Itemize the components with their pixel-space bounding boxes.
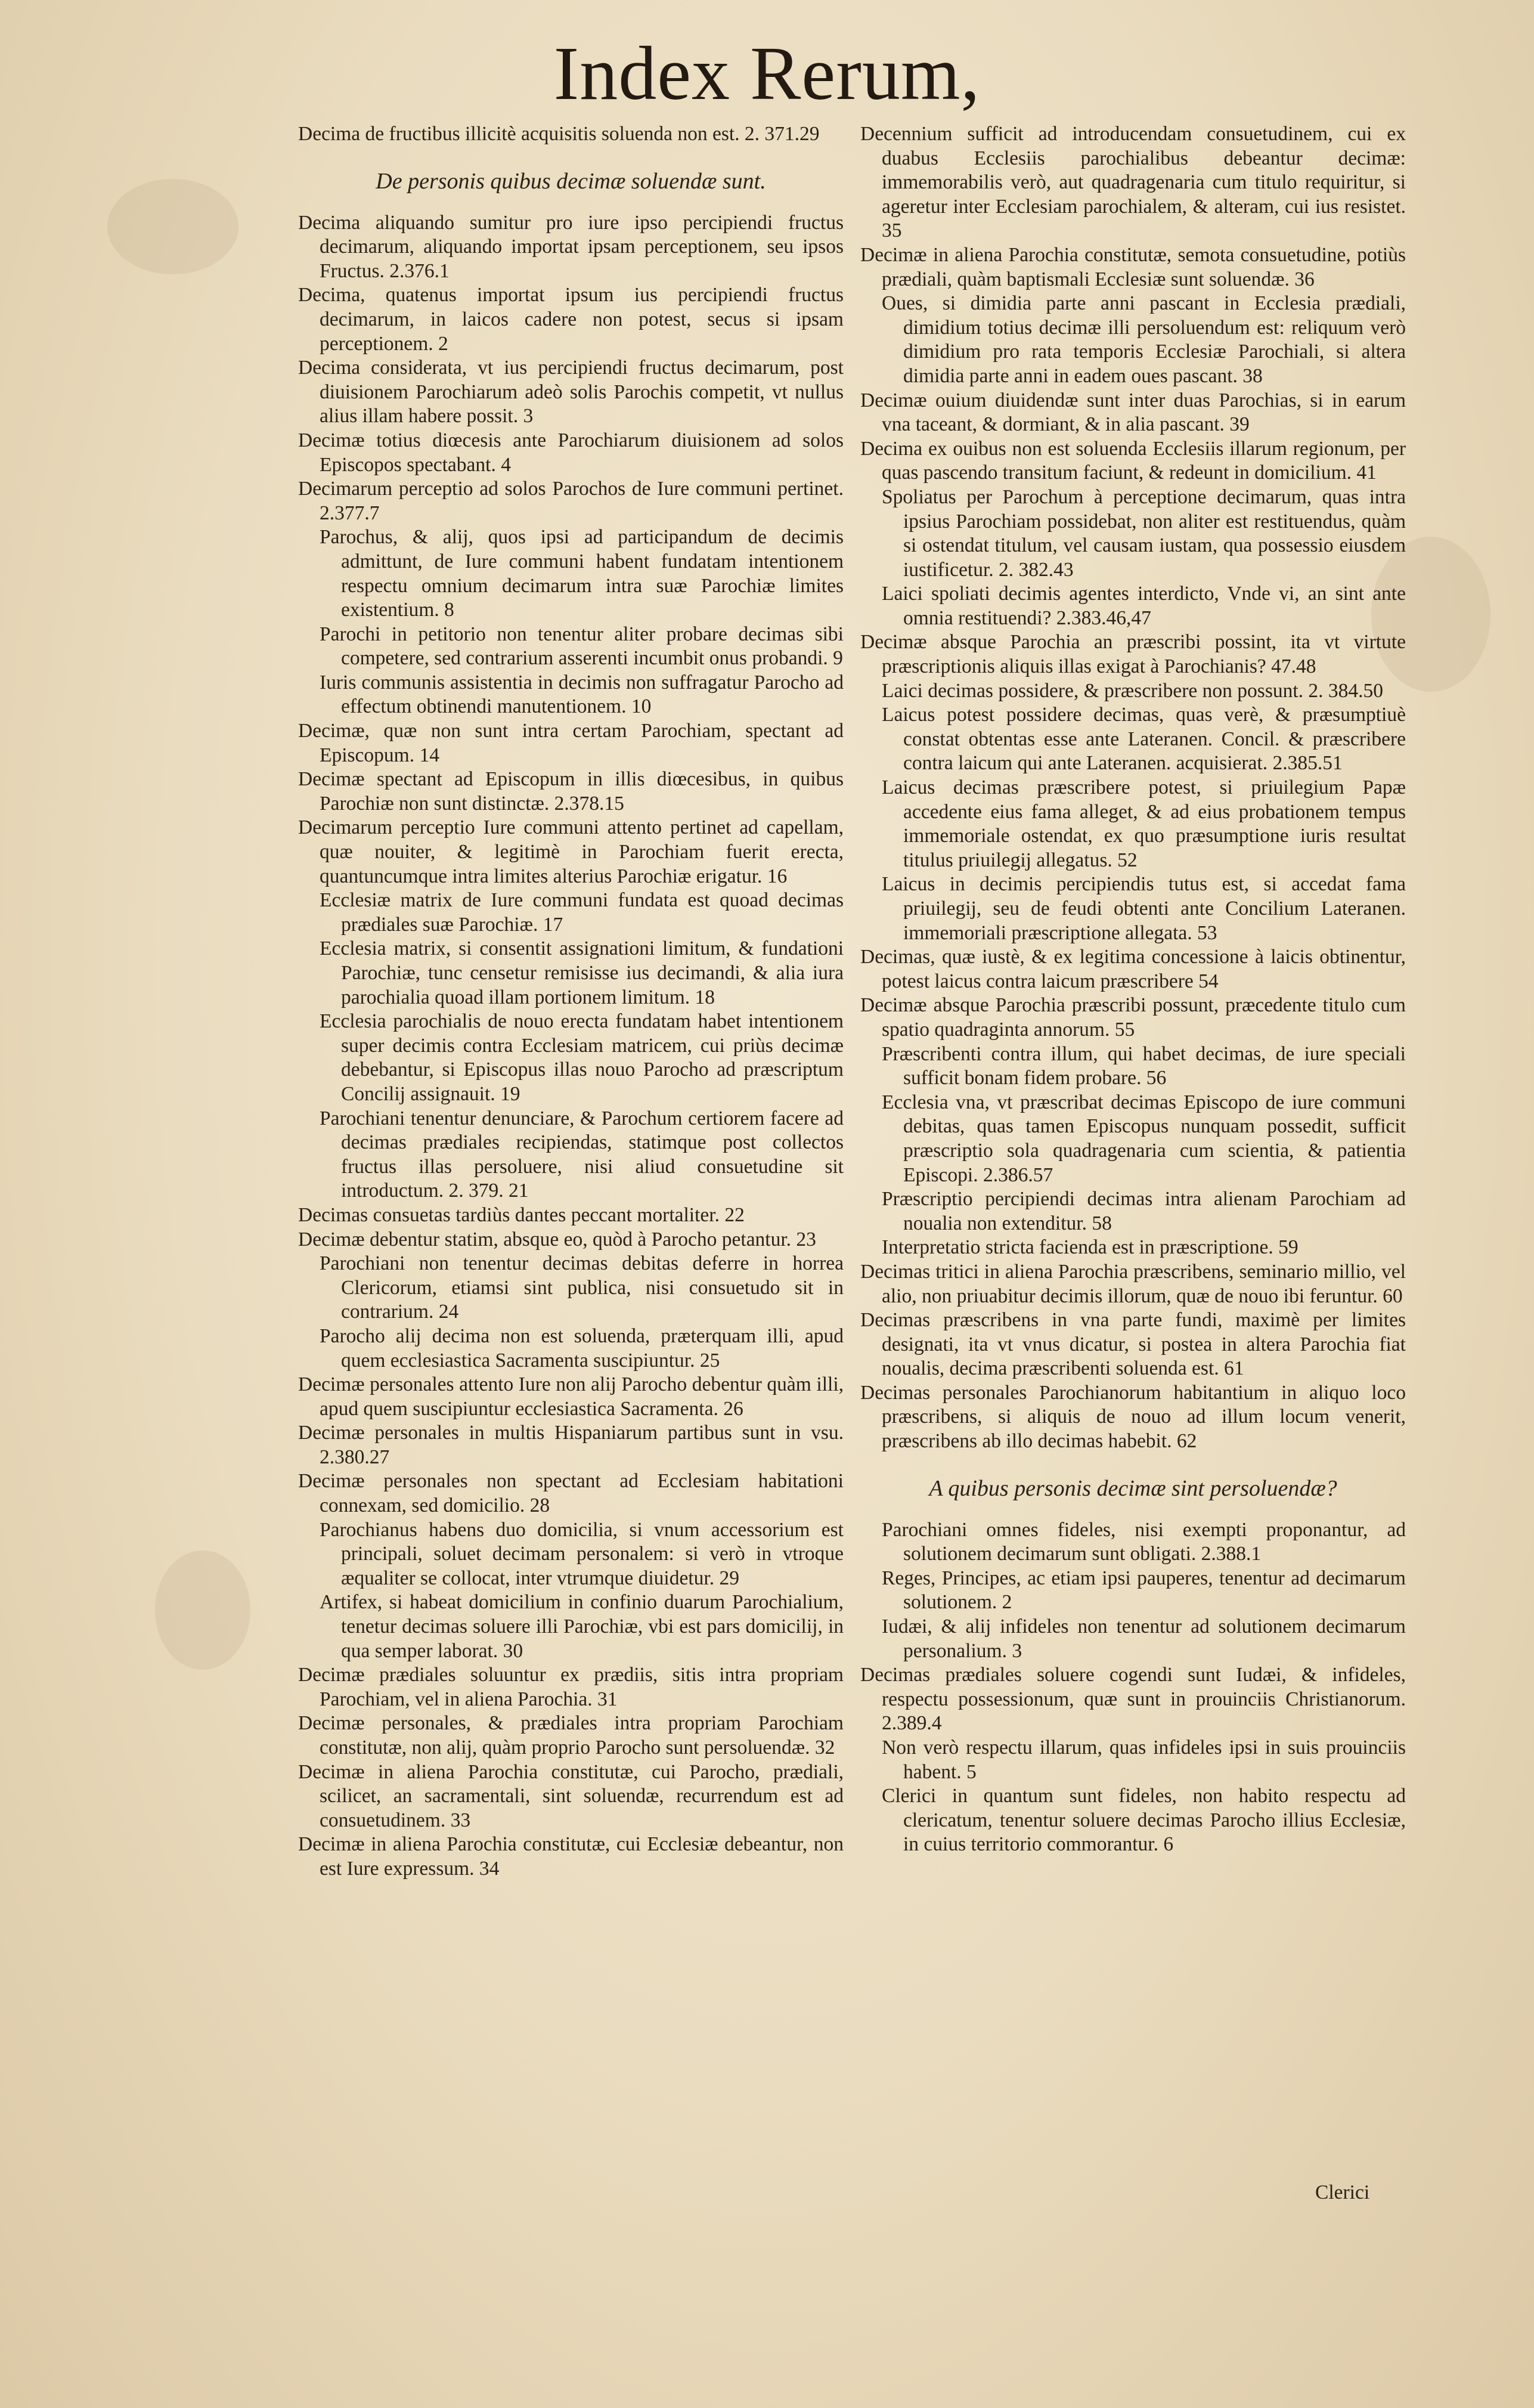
index-entry: Decima de fructibus illicitè acquisitis soluenda non est. 2. 371.29 — [298, 123, 820, 145]
index-entry: Parochi in petitorio non tenentur aliter probare decimas sibi competere, sed contrarium asserenti incumbit onus probandi. 9 — [320, 623, 844, 670]
index-entry: Decimæ personales in multis Hispaniarum partibus sunt in vsu. 2.380.27 — [298, 1422, 844, 1468]
index-entry: Spoliatus per Parochum à perceptione decimarum, quas intra ipsius Parochiam possidebat, non aliter est restituendus, quàm si ostendat titulum, vel causam iustam, qua possessio eiusdem iustificetur. 2. 382.43 — [882, 485, 1406, 581]
index-entry: Parochianus habens duo domicilia, si vnum accessorium est principali, soluet decimam personalem: si verò in vtroque æqualiter se collocat, inter vtrumque diuidetur. 29 — [320, 1518, 844, 1589]
index-entry: Decimæ, quæ non sunt intra certam Parochiam, spectant ad Episcopum. 14 — [298, 720, 844, 766]
index-entry: Decimas tritici in aliena Parochia præscribens, seminario millio, vel alio, non priuabitur decimis illorum, quæ de nouo ibi feruntur. 60 — [860, 1260, 1406, 1307]
index-entry: Laici decimas possidere, & præscribere non possunt. 2. 384.50 — [882, 679, 1384, 702]
section-heading: De personis quibus decimæ soluendæ sunt. — [376, 168, 766, 194]
index-entry: Decimarum perceptio ad solos Parochos de Iure communi pertinet. 2.377.7 — [298, 478, 844, 524]
index-entry: Oues, si dimidia parte anni pascant in Ecclesia prædiali, dimidium totius decimæ illi persoluendum est: reliquum verò dimidium pro rata temporis Ecclesiæ Parochiali, si altera dimidia parte anni in eadem oues pascant. 38 — [882, 292, 1406, 387]
index-entry: Decimæ in aliena Parochia constitutæ, cui Parocho, prædiali, scilicet, an sacramentali, sint soluendæ, recurrendum est ad consuetudinem. 33 — [298, 1760, 844, 1831]
section-heading: A quibus personis decimæ sint persoluendæ? — [929, 1475, 1337, 1501]
stain — [107, 179, 238, 274]
index-entry: Decimas prædiales soluere cogendi sunt Iudæi, & infideles, respectu possessionum, quæ sunt in prouinciis Christianorum. 2.389.4 — [860, 1664, 1406, 1735]
index-entry: Non verò respectu illarum, quas infideles ipsi in suis prouinciis habent. 5 — [882, 1737, 1406, 1783]
index-entry: Artifex, si habeat domicilium in confinio duarum Parochialium, tenetur decimas soluere illi Parochiæ, vbi est pars domicilij, in qua semper laborat. 30 — [320, 1591, 844, 1662]
index-entry: Decimæ prædiales soluuntur ex prædiis, sitis intra propriam Parochiam, vel in aliena Parochia. 31 — [298, 1664, 844, 1710]
index-entry: Ecclesia vna, vt præscribat decimas Episcopo de iure communi debitas, quas tamen Episcopus nunquam possedit, sufficit præscriptio sola quadragenaria cum scientia, & patientia Episcopi. 2.386.57 — [882, 1091, 1406, 1186]
index-entry: Laicus in decimis percipiendis tutus est, si accedat fama priuilegij, seu de feudi obtenti ante Concilium Lateranen. immemoriali præscriptione allegata. 53 — [882, 873, 1406, 944]
index-entry: Præscriptio percipiendi decimas intra alienam Parochiam ad noualia non extenditur. 58 — [882, 1188, 1406, 1234]
index-entry: Decimæ debentur statim, absque eo, quòd à Parocho petantur. 23 — [298, 1228, 816, 1251]
index-entry: Decimæ in aliena Parochia constitutæ, cui Ecclesiæ debeantur, non est Iure expressum. 34 — [298, 1833, 844, 1880]
index-entry: Parochiani tenentur denunciare, & Parochum certiorem facere ad decimas prædiales recipiendas, statimque post collectos fructus illas persoluere, nisi aliud consuetudine sit introductum. 2. 379. 21 — [320, 1107, 844, 1202]
index-entry: Parochiani non tenentur decimas debitas deferre in horrea Clericorum, etiamsi sint publica, nisi consuetudo sit in contrarium. 24 — [320, 1252, 844, 1323]
index-entry: Decimarum perceptio Iure communi attento pertinet ad capellam, quæ nouiter, & legitimè in Parochiam fuerit erecta, quantuncumque intra limites alterius Parochiæ erigatur. 16 — [298, 816, 844, 887]
index-entry: Iudæi, & alij infideles non tenentur ad solutionem decimarum personalium. 3 — [882, 1615, 1406, 1662]
index-entry: Parocho alij decima non est soluenda, præterquam illi, apud quem ecclesiastica Sacramenta suscipiuntur. 25 — [320, 1324, 844, 1372]
index-entry: Ecclesia parochialis de nouo erecta fundatam habet intentionem super decimis contra Ecclesiam matricem, cui priùs decimæ debebantur, si Episcopus illas nouo Parocho ad præscriptum Concilij assignauit. 19 — [320, 1010, 844, 1105]
stain — [155, 1550, 250, 1670]
index-entry: Ecclesiæ matrix de Iure communi fundata est quoad decimas prædiales suæ Parochiæ. 17 — [320, 889, 844, 936]
index-entry: Iuris communis assistentia in decimis non suffragatur Parocho ad effectum obtinendi manutentionem. 10 — [320, 671, 844, 718]
index-entry: Decimæ in aliena Parochia constitutæ, semota consuetudine, potiùs prædiali, quàm baptismali Ecclesiæ sunt soluendæ. 36 — [860, 243, 1406, 290]
index-entry: Interpretatio stricta facienda est in præscriptione. 59 — [882, 1236, 1299, 1259]
index-entry: Decimæ absque Parochia præscribi possunt, præcedente titulo cum spatio quadraginta annorum. 55 — [860, 994, 1406, 1041]
index-entry: Decima ex ouibus non est soluenda Ecclesiis illarum regionum, per quas pascendo transitum faciunt, & redeunt in domicilium. 41 — [860, 437, 1406, 484]
index-entry: Decimæ totius diœcesis ante Parochiarum diuisionem ad solos Episcopos spectabant. 4 — [298, 429, 844, 476]
index-entry: Decimas personales Parochianorum habitantium in aliquo loco præscribens, si aliquis de nouo ad illum locum venerit, præscribens ab illo decimas habebit. 62 — [860, 1381, 1406, 1453]
page-title: Index Rerum, — [553, 31, 981, 116]
index-entry: Decimæ personales non spectant ad Ecclesiam habitationi connexam, sed domicilio. 28 — [298, 1470, 844, 1517]
index-entry: Præscribenti contra illum, qui habet decimas, de iure speciali sufficit bonam fidem probare. 56 — [882, 1042, 1406, 1090]
index-entry: Decima considerata, vt ius percipiendi fructus decimarum, post diuisionem Parochiarum adeò solis Parochis competit, vt nullus alius illam habere possit. 3 — [298, 357, 844, 428]
index-entry: Laicus potest possidere decimas, quas verè, & præsumptiuè constat obtentas esse ante Lateranen. Concil. & præscribere contra laicum qui ante Lateranen. acquisierat. 2.385.51 — [882, 704, 1406, 775]
index-entry: Reges, Principes, ac etiam ipsi pauperes, tenentur ad decimarum solutionem. 2 — [882, 1567, 1406, 1614]
index-entry: Laici spoliati decimis agentes interdicto, Vnde vi, an sint ante omnia restituendi? 2.383.46,47 — [882, 583, 1406, 629]
index-entry: Parochiani omnes fideles, nisi exempti proponantur, ad solutionem decimarum sunt obligati. 2.388.1 — [882, 1518, 1406, 1565]
left-column — [298, 122, 844, 2174]
index-entry: Ecclesia matrix, si consentit assignationi limitum, & fundationi Parochiæ, tunc censetur remisisse ius decimandi, & alia iura parochialia quoad illam portionem limitum. 18 — [320, 937, 844, 1008]
index-entry: Decimæ spectant ad Episcopum in illis diœcesibus, in quibus Parochiæ non sunt distinctæ. 2.378.15 — [298, 768, 844, 815]
index-entry: Clerici in quantum sunt fideles, non habito respectu ad clericatum, tenentur soluere decimas Parocho illius Ecclesiæ, in cuius territorio commorantur. 6 — [882, 1785, 1406, 1856]
index-entry: Decimas, quæ iustè, & ex legitima concessione à laicis obtinentur, potest laicus contra laicum præscribere 54 — [860, 946, 1406, 992]
index-entry: Decima aliquando sumitur pro iure ipso percipiendi fructus decimarum, aliquando importat ipsam perceptionem, seu ipsos Fructus. 2.376.1 — [298, 211, 844, 282]
index-entry: Decennium sufficit ad introducendam consuetudinem, cui ex duabus Ecclesiis parochialibus debeantur decimæ: immemorabilis verò, aut quadragenaria cum titulo requiritur, si ageretur inter Ecclesiam parochialem, & alteram, cui ius resistet. 35 — [860, 123, 1406, 242]
index-entry: Decima, quatenus importat ipsum ius percipiendi fructus decimarum, in laicos cadere non potest, secus si ipsam perceptionem. 2 — [298, 284, 844, 355]
index-entry: Decimas præscribens in vna parte fundi, maximè per limites designati, ita vt vnus dicatur, si postea in altera Parochia fiat noualis, decima præscribenti soluenda est. 61 — [860, 1309, 1406, 1380]
index-entry: Laicus decimas præscribere potest, si priuilegium Papæ accedente eius fama alleget, & ad eius probationem tempus immemoriale ostendat, ex quo præsumptione iuris resultat titulus priuilegij allegatus. 52 — [882, 776, 1406, 871]
catchword: Clerici — [1315, 2181, 1370, 2203]
index-entry: Decimæ absque Parochia an præscribi possint, ita vt virtute præscriptionis aliquis illas exigat à Parochianis? 47.48 — [860, 631, 1406, 678]
index-entry: Decimæ personales attento Iure non alij Parocho debentur quàm illi, apud quem suscipiuntur ecclesiastica Sacramenta. 26 — [298, 1373, 844, 1420]
right-column — [860, 122, 1406, 2174]
page-header — [0, 30, 1534, 125]
index-entry: Decimæ ouium diuidendæ sunt inter duas Parochias, si in earum vna taceant, & dormiant, & in alia pascant. 39 — [860, 389, 1406, 436]
index-entry: Parochus, & alij, quos ipsi ad participandum de decimis admittunt, de Iure communi habent fundatam intentionem respectu omnium decimarum intra suæ Parochiæ limites existentium. 8 — [320, 526, 844, 621]
index-entry: Decimas consuetas tardiùs dantes peccant mortaliter. 22 — [298, 1203, 745, 1226]
index-entry: Decimæ personales, & prædiales intra propriam Parochiam constitutæ, non alij, quàm proprio Parocho sunt persoluendæ. 32 — [298, 1712, 844, 1759]
